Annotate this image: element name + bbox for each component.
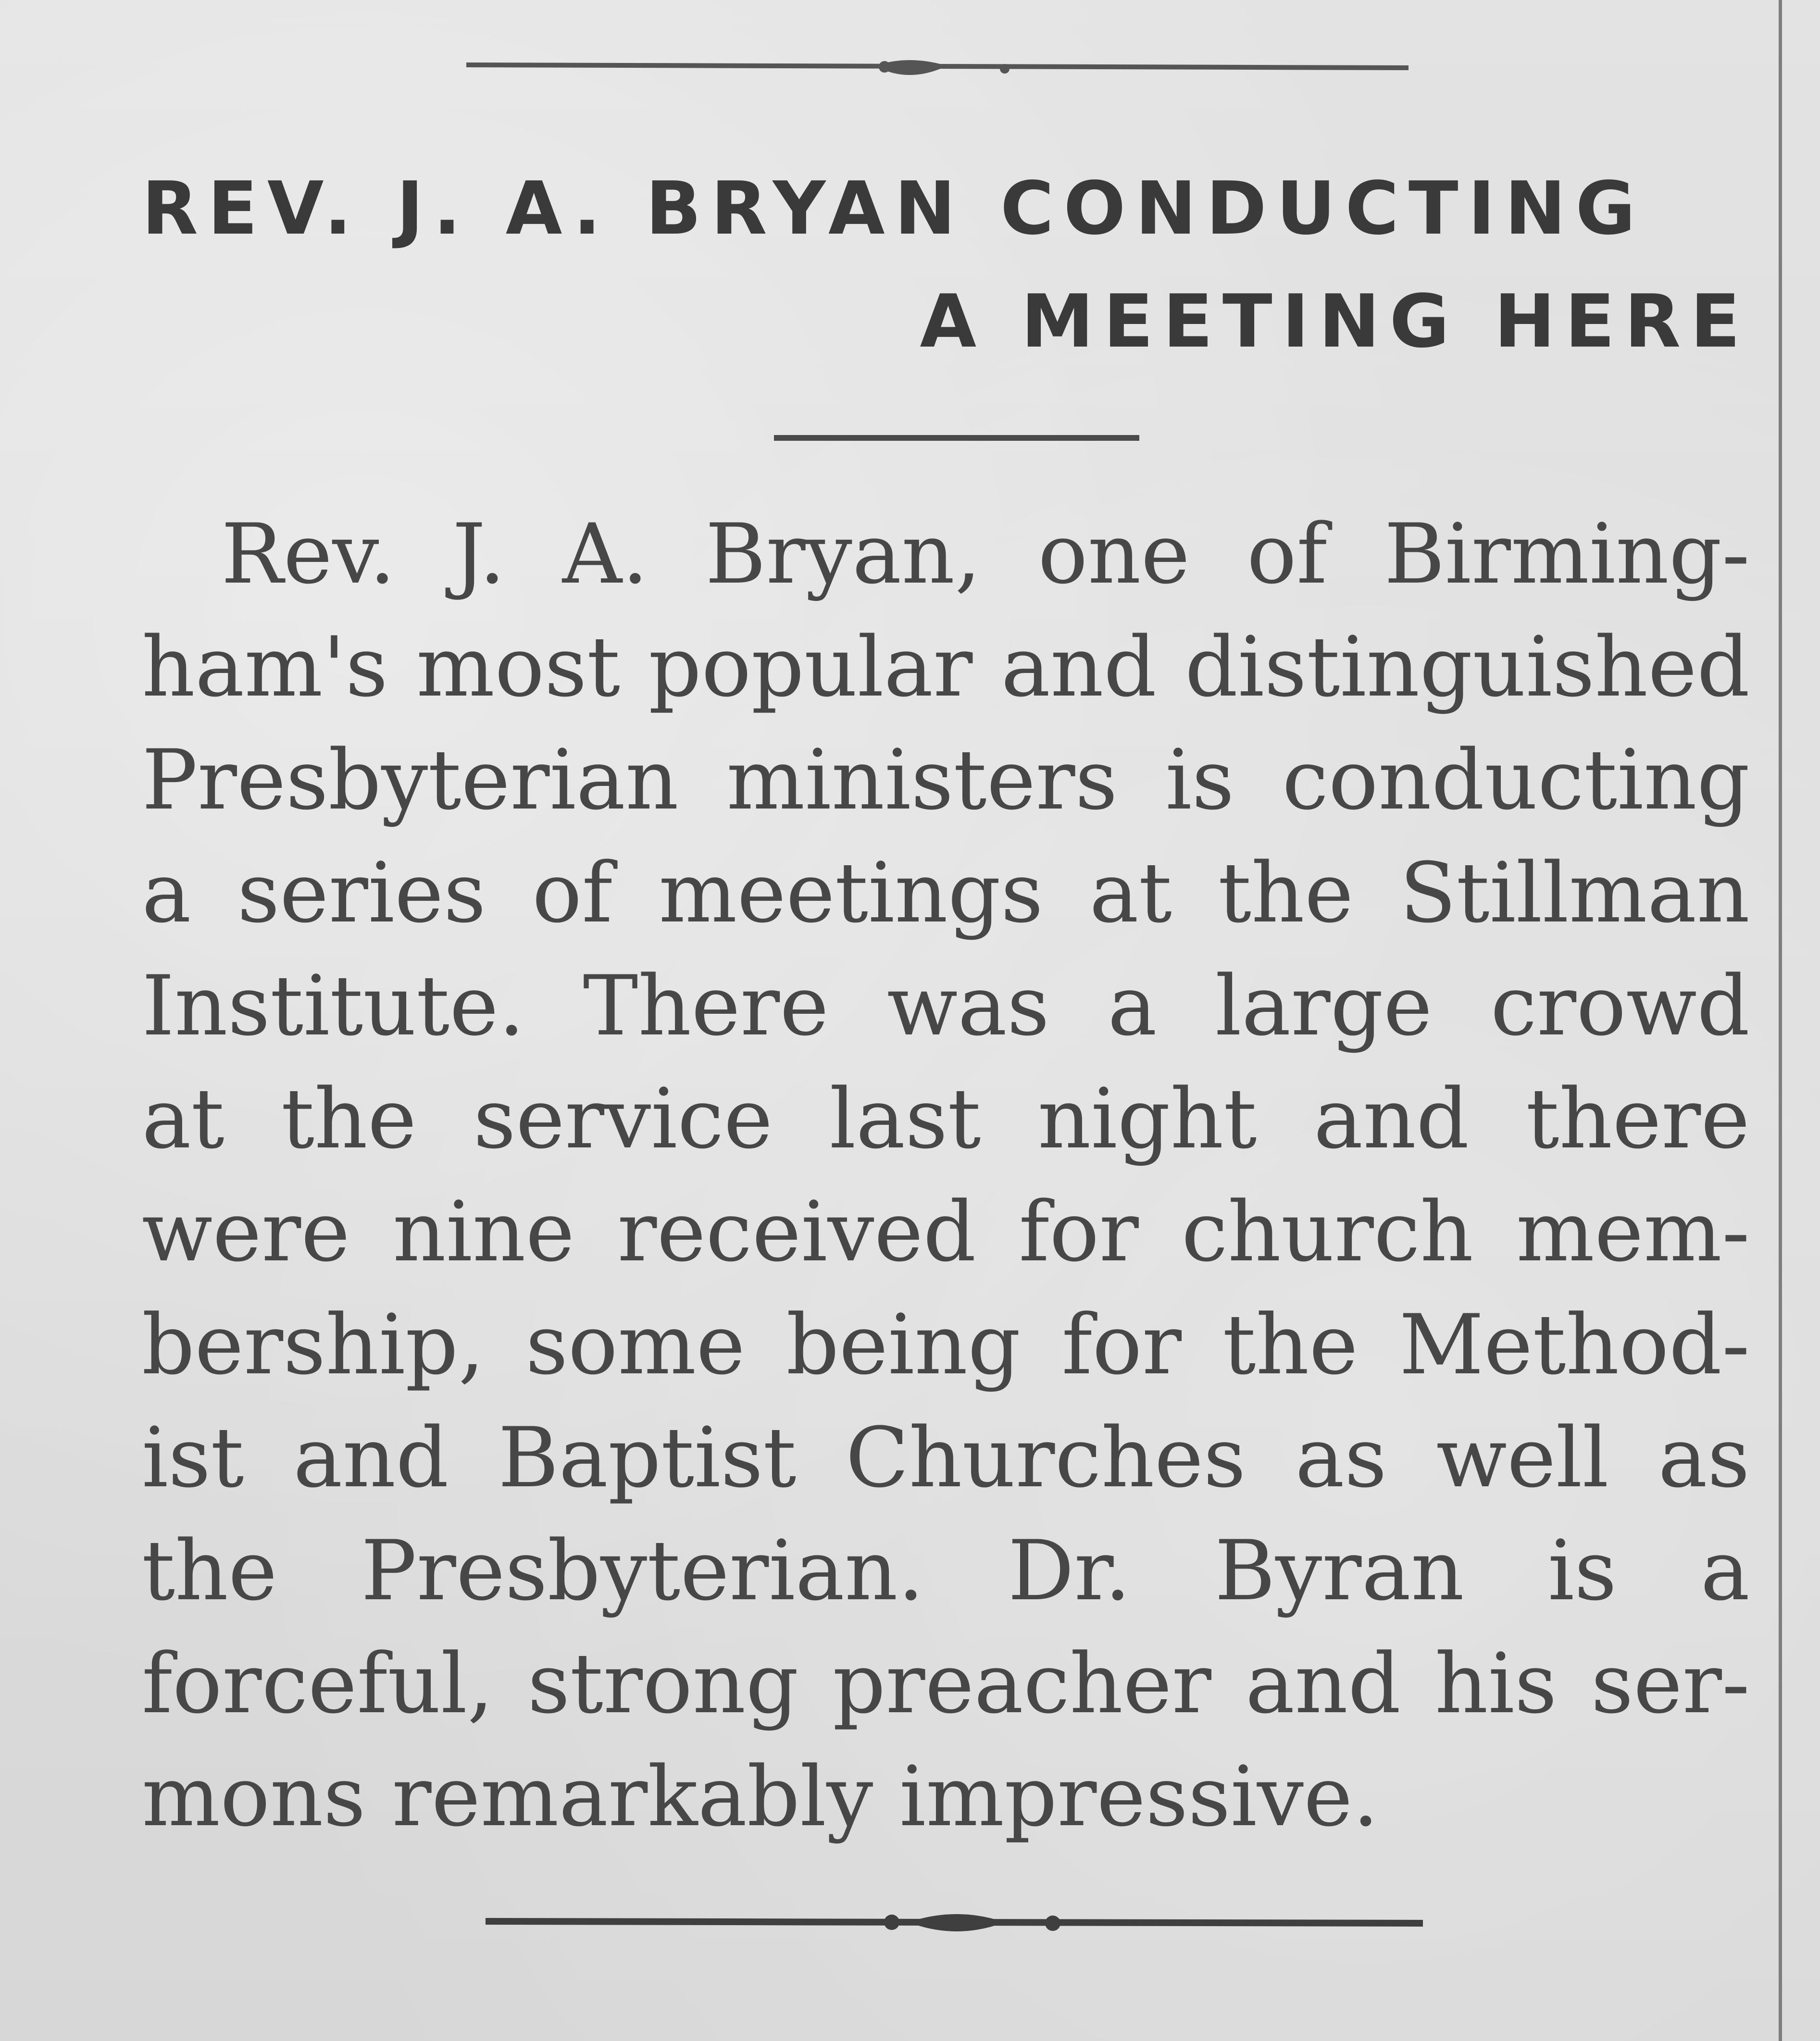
- body-line: the Presbyterian. Dr. Byran is a: [142, 1522, 1750, 1619]
- body-line: Presbyterian ministers is conducting: [142, 732, 1750, 828]
- body-line: ham's most popular and distinguished: [142, 619, 1750, 715]
- article-body: [142, 498, 1750, 1853]
- body-line: mons remarkably impressive.: [142, 1748, 1379, 1845]
- body-line: at the service last night and there: [142, 1070, 1750, 1167]
- headline-line-2: A MEETING HERE: [920, 279, 1750, 364]
- body-line: Institute. There was a large crowd: [142, 958, 1750, 1054]
- column-divider: [1779, 0, 1782, 2041]
- body-line: Rev. J. A. Bryan, one of Birming-: [221, 506, 1750, 602]
- body-line: were nine received for church mem-: [142, 1183, 1750, 1280]
- bottom-ornament-divider: [486, 1901, 1423, 1944]
- body-line: a series of meetings at the Stillman: [142, 845, 1750, 941]
- headline-line-1: REV. J. A. BRYAN CONDUCTING: [142, 166, 1645, 251]
- body-line: forceful, strong preacher and his ser-: [142, 1635, 1750, 1732]
- headline-rule: [774, 435, 1139, 441]
- top-ornament-divider: [466, 50, 1409, 89]
- body-line: ist and Baptist Churches as well as: [142, 1409, 1750, 1506]
- body-line: bership, some being for the Method-: [142, 1296, 1750, 1393]
